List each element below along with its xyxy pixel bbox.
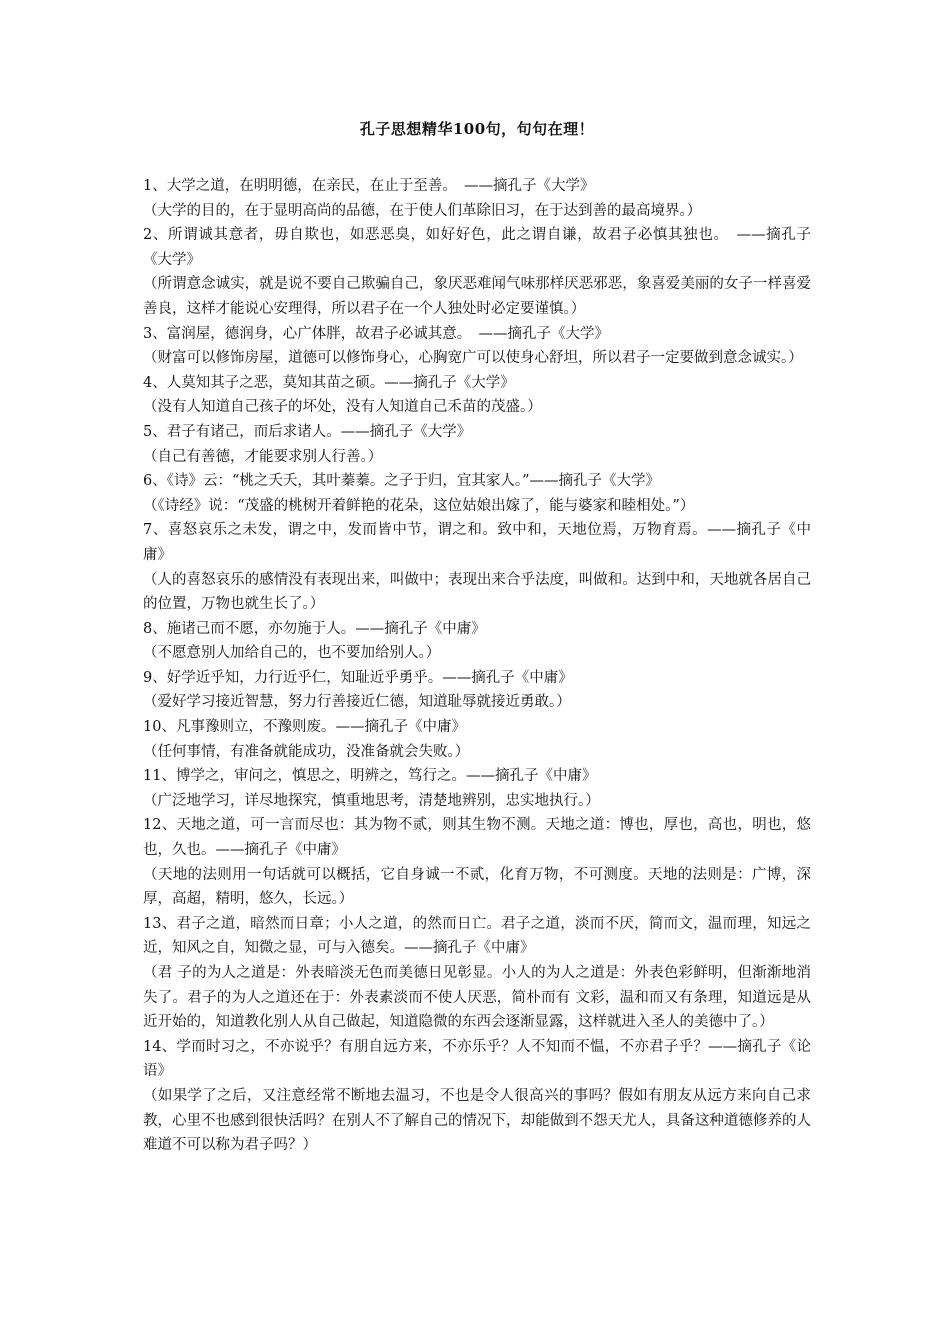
page-title: 孔子思想精华100句，句句在理！ [359,120,595,138]
quote-text: 8、施诸己而不愿，亦勿施于人。——摘孔子《中庸》 [143,620,486,637]
explanation-text: （财富可以修饰房屋，道德可以修饰身心，心胸宽广可以使身心舒坦，所以君子一定要做到意念诚实。） [143,350,803,367]
explanation-text: （所谓意念诚实，就是说不要自己欺骗自己，象厌恶难闻气味那样厌恶邪恶，象喜爱美丽的女子一样喜爱善良，这样才能说心安理得，所以君子在一个人独处时必定要谨慎。） [143,276,811,317]
explanation-text: （爱好学习接近智慧，努力行善接近仁德，知道耻辱就接近勇敢。） [143,694,571,711]
list-item [143,223,811,321]
list-item [143,322,811,371]
list-item [143,617,811,666]
list-item [143,666,811,715]
list-item [143,518,811,616]
list-item [143,912,811,1035]
list-item [143,371,811,420]
quote-text: 13、君子之道，暗然而日章；小人之道，的然而日亡。君子之道，淡而不厌，简而文，温而理，知远之近，知风之自，知微之显，可与入德矣。——摘孔子《中庸》 [143,915,811,957]
list-item [143,715,811,764]
explanation-text: （自己有善德，才能要求别人行善。） [143,448,383,465]
quote-text: 2、所谓诚其意者，毋自欺也，如恶恶臭，如好好色，此之谓自谦，故君子必慎其独也。 ——摘孔子《大学》 [143,227,811,268]
explanation-text: （没有人知道自己孩子的坏处，没有人知道自己禾苗的茂盛。） [143,399,542,416]
list-item [143,174,811,223]
explanation-text: （人的喜怒哀乐的感情没有表现出来，叫做中；表现出来合乎法度，叫做和。达到中和，天地就各居自己的位置，万物也就生长了。） [143,571,811,613]
quote-text: 14、学而时习之，不亦说乎？有朋自远方来，不亦乐乎？人不知而不愠，不亦君子乎？——摘孔子《论语》 [143,1038,811,1080]
quote-text: 10、凡事豫则立，不豫则废。——摘孔子《中庸》 [143,719,466,736]
explanation-text: （大学的目的，在于显明高尚的品德，在于使人们革除旧习，在于达到善的最高境界。） [143,202,702,219]
list-item [143,1035,811,1158]
list-item [143,813,811,911]
explanation-text: （如果学了之后，又注意经常不断地去温习，不也是令人很高兴的事吗？假如有朋友从远方来向自己求教，心里不也感到很快活吗？在别人不了解自己的情况下，却能做到不怨天尤人，具备这种道德修养的人难道不可以称为君子吗？） [143,1087,811,1154]
quote-text: 4、人莫知其子之恶，莫知其苗之硕。——摘孔子《大学》 [143,374,515,391]
document-page [143,118,811,1158]
quote-text: 12、天地之道，可一言而尽也：其为物不贰，则其生物不测。天地之道：博也，厚也，高也，明也，悠也，久也。——摘孔子《中庸》 [143,817,811,859]
quote-text: 9、好学近乎知，力行近乎仁，知耻近乎勇乎。——摘孔子《中庸》 [143,669,573,686]
explanation-text: （《诗经》说：“茂盛的桃树开着鲜艳的花朵，这位姑娘出嫁了，能与婆家和睦相处。”） [143,497,695,514]
quote-text: 11、博学之，审问之，慎思之，明辨之，笃行之。——摘孔子《中庸》 [143,768,597,785]
explanation-text: （任何事情，有准备就能成功，没准备就会失败。） [143,743,470,760]
explanation-text: （天地的法则用一句话就可以概括，它自身诚一不贰，化育万物，不可测度。天地的法则是：广博，深厚，高超，精明，悠久，长远。） [143,866,811,908]
explanation-text: （广泛地学习，详尽地探究，慎重地思考，清楚地辨别，忠实地执行。） [143,792,600,809]
list-item [143,469,811,518]
quote-text: 6、《诗》云：“桃之夭夭，其叶蓁蓁。之子于归，宜其家人。”——摘孔子《大学》 [143,473,661,490]
list-item [143,764,811,813]
quote-text: 5、君子有诸己，而后求诸人。——摘孔子《大学》 [143,423,472,440]
explanation-text: （不愿意别人加给自己的，也不要加给别人。） [143,645,441,662]
quote-text: 7、喜怒哀乐之未发，谓之中，发而皆中节，谓之和。致中和，天地位焉，万物育焉。——摘孔子《中庸》 [143,522,811,563]
quote-list [143,174,811,1158]
explanation-text: （君 子的为人之道是：外表暗淡无色而美德日见彰显。小人的为人之道是：外表色彩鲜明，但渐渐地消失了。君子的为人之道还在于：外表素淡而不使人厌恶，简朴而有 文彩，温和而又有条理，知道远是从近开始的，知道教化别人从自己做起，知道隐微的东西会逐渐显露，这样就进入圣人的美德中了。） [143,965,811,1031]
quote-text: 1、大学之道，在明明德，在亲民，在止于至善。 ——摘孔子《大学》 [143,178,595,194]
quote-text: 3、富润屋，德润身，心广体胖，故君子必诚其意。 ——摘孔子《大学》 [143,325,609,342]
list-item [143,420,811,469]
